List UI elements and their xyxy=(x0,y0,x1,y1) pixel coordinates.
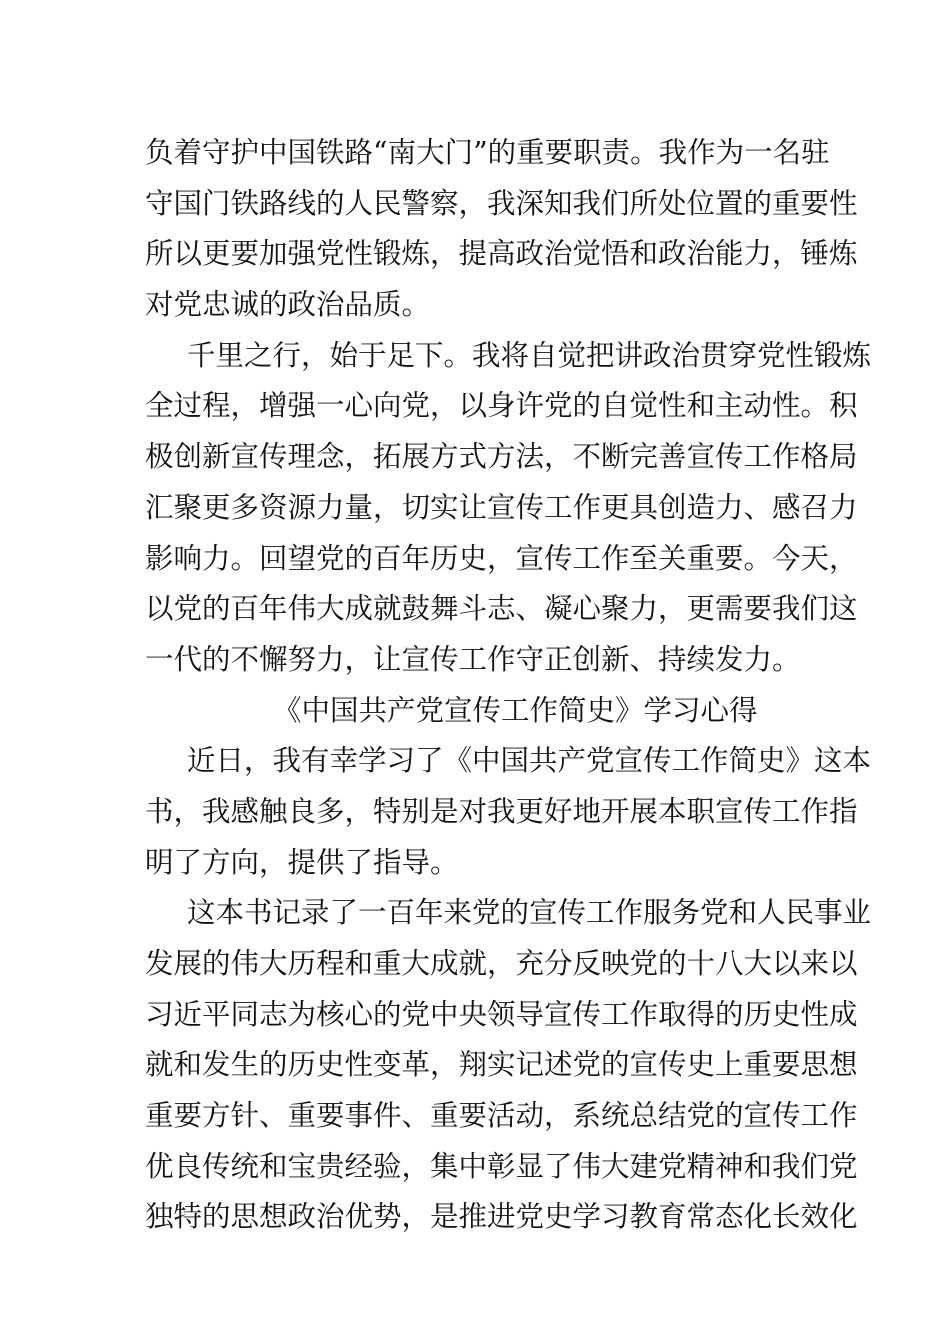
text-line: 所以更要加强党性锻炼，提高政治觉悟和政治能力，锤炼 xyxy=(145,237,858,271)
paragraph-book-summary xyxy=(145,888,872,1243)
text-line: 明了方向，提供了指导。 xyxy=(145,845,459,879)
text-line: 近日，我有幸学习了《中国共产党宣传工作简史》这本 xyxy=(187,744,872,778)
text-line: 千里之行，始于足下。我将自觉把讲政治贯穿党性锻炼 xyxy=(187,338,872,372)
text-line: 影响力。回望党的百年历史，宣传工作至关重要。今天， xyxy=(145,541,858,575)
text-line: 一代的不懈努力，让宣传工作守正创新、持续发力。 xyxy=(145,642,801,676)
text-line: 对党忠诚的政治品质。 xyxy=(145,288,431,322)
paragraph-continuation xyxy=(145,128,858,331)
text-line: 以党的百年伟大成就鼓舞斗志、凝心聚力，更需要我们这 xyxy=(145,592,858,626)
paragraph-resolution xyxy=(145,331,872,686)
text-line: 书，我感触良多，特别是对我更好地开展本职宣传工作指 xyxy=(145,794,858,828)
text-line: 习近平同志为核心的党中央领导宣传工作取得的历史性成 xyxy=(145,997,858,1031)
paragraph-intro xyxy=(145,736,872,888)
text-line: 独特的思想政治优势，是推进党史学习教育常态化长效化 xyxy=(145,1200,858,1234)
document-body xyxy=(145,128,872,1243)
text-line: 这本书记录了一百年来党的宣传工作服务党和人民事业 xyxy=(187,896,872,930)
section-title: 《中国共产党宣传工作简史》学习心得 xyxy=(273,693,758,727)
text-line: 负着守护中国铁路“南大门”的重要职责。我作为一名驻 xyxy=(145,136,830,169)
text-line: 极创新宣传理念，拓展方式方法，不断完善宣传工作格局 xyxy=(145,440,858,474)
text-line: 全过程，增强一心向党，以身许党的自觉性和主动性。积 xyxy=(145,389,858,423)
text-line: 发展的伟大历程和重大成就，充分反映党的十八大以来以 xyxy=(145,947,858,980)
text-line: 重要方针、重要事件、重要活动，系统总结党的宣传工作 xyxy=(145,1099,858,1133)
text-line: 就和发生的历史性变革，翔实记述党的宣传史上重要思想 xyxy=(145,1048,858,1082)
text-line: 优良传统和宝贵经验，集中彰显了伟大建党精神和我们党 xyxy=(145,1149,858,1183)
text-line: 守国门铁路线的人民警察，我深知我们所处位置的重要性 xyxy=(145,186,858,220)
text-line: 汇聚更多资源力量，切实让宣传工作更具创造力、感召力 xyxy=(145,490,858,524)
